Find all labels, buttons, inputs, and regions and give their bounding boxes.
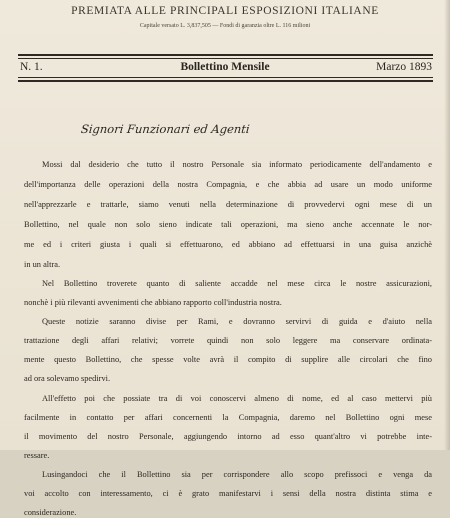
body-line: il movimento del nostro Personale, aggiungendo intorno ad esso quant'altro vi potrebbe inte- xyxy=(24,432,432,441)
header-subtitle: Capitale versato L. 3,837,505 — Fondi di garanzia oltre L. 116 milioni xyxy=(139,23,311,29)
divider-rule xyxy=(18,54,433,56)
issue-date: Marzo 1893 xyxy=(376,61,432,73)
divider-rule xyxy=(18,58,433,59)
greeting-heading: Signori Funzionari ed Agenti xyxy=(80,122,251,136)
body-line: me ed i criteri giusta i quali si effettuarono, ed abbiano ad effettuarsi in una guisa anzichè xyxy=(24,240,432,249)
body-line: considerazione. xyxy=(24,508,77,517)
body-line: mente questo Bollettino, che spesse volte avrà il compito di supplire alle circolari che fino xyxy=(24,355,432,364)
body-line: voi accolto con interessamento, ci è grato manifestarvi i sensi della nostra distinta stima e xyxy=(24,489,432,498)
body-line: ressare. xyxy=(24,451,50,460)
page-edge-shadow xyxy=(444,0,450,450)
body-line: facilmente in contatto per affari concernenti la Compagnia, daremo nel Bollettino ogni mese xyxy=(24,413,432,422)
body-line: Lusingandoci che il Bollettino sia per corrispondere allo scopo prefissoci e venga da xyxy=(42,470,432,479)
body-line: nell'apprezzarle e trattarle, siamo venuti nella determinazione di provvedervi ogni mese di un xyxy=(24,200,432,209)
issue-title: Bollettino Mensile xyxy=(180,61,270,73)
header-title: PREMIATA ALLE PRINCIPALI ESPOSIZIONI ITALIANE xyxy=(71,5,379,17)
body-line: in un altra. xyxy=(24,260,61,269)
body-line: Mossi dal desiderio che tutto il nostro Personale sia informato periodicamente dell'andamento e xyxy=(42,160,432,169)
body-line: trattazione degli affari relativi; vorrete quindi non solo leggere ma conservare ordinata- xyxy=(24,336,432,345)
body-line: Bollettino, nel quale non solo sieno indicate tali operazioni, ma sieno anche accennate le nor- xyxy=(24,220,432,229)
body-line: nonchè i più rilevanti avvenimenti che abbiano rapporto coll'industria nostra. xyxy=(24,298,282,307)
issue-number: N. 1. xyxy=(20,61,43,73)
body-line: ad ora solevamo spedirvi. xyxy=(24,374,111,383)
divider-rule xyxy=(18,80,433,82)
body-line: Nel Bollettino troverete quanto di saliente accadde nel mese circa le nostre assicurazioni, xyxy=(42,279,432,288)
body-line: Queste notizie saranno divise per Rami, e dovranno servirvi di guida e d'aiuto nella xyxy=(42,317,432,326)
body-line: dell'importanza delle operazioni della nostra Compagnia, e che abbia ad usare un modo uniforme xyxy=(24,180,432,189)
body-line: All'effetto poi che possiate tra di voi conoscervi almeno di nome, ed al caso mettervi più xyxy=(42,394,432,403)
divider-rule xyxy=(18,77,433,78)
